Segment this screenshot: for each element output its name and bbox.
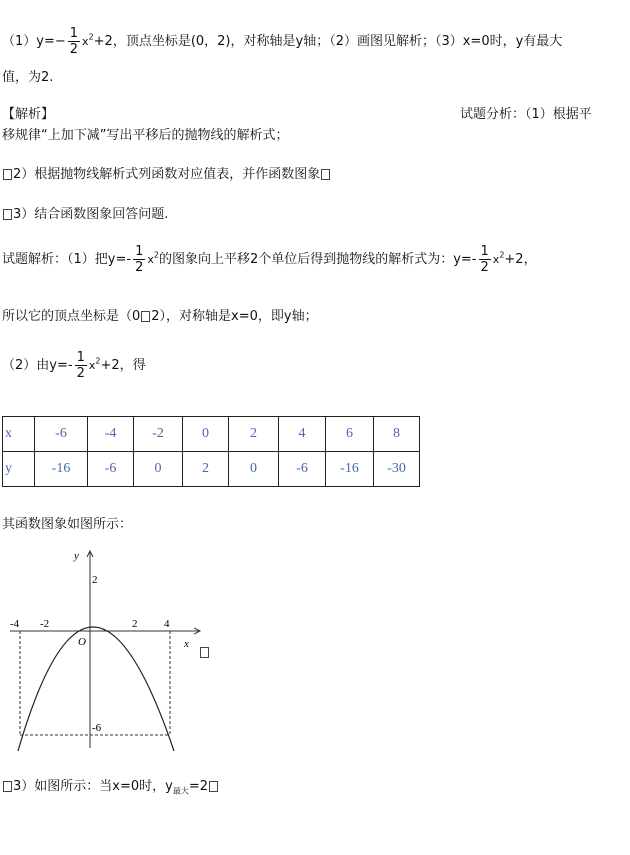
part2-line [2, 350, 146, 381]
fraction-half [68, 26, 80, 57]
fraction-numerator: 1 [76, 350, 85, 365]
missing-glyph-icon [321, 169, 330, 180]
table-cell: 2 [183, 452, 229, 487]
table-cell: -6 [279, 452, 326, 487]
fraction-half [133, 244, 145, 275]
table-cell: y [3, 452, 35, 487]
superscript-2: 2 [153, 250, 159, 260]
table-cell: -30 [374, 452, 420, 487]
answer-rest: +2，顶点坐标是(0，2)，对称轴是y轴；（2）画图见解析；（3）x=0时，y有最大 [93, 34, 563, 49]
fraction-numerator: 1 [135, 244, 144, 259]
fraction-half [479, 244, 491, 275]
table-cell: -2 [134, 417, 183, 452]
answer-sign: − [54, 34, 66, 49]
missing-glyph-icon [200, 647, 209, 658]
tick-label: -2 [40, 618, 50, 630]
missing-glyph-icon [141, 311, 150, 322]
table-cell: -6 [35, 417, 88, 452]
solution-mid: 的图象向上平移2个单位后得到抛物线的解析式为：y=- [158, 252, 477, 267]
solution-line-1 [2, 244, 537, 275]
parabola-graph [8, 543, 218, 758]
step-2 [2, 163, 331, 182]
answer-x: x [82, 35, 89, 48]
graph-caption: 其函数图象如图所示： [2, 517, 133, 532]
missing-glyph-icon [209, 781, 218, 792]
step-2-text: 2）根据抛物线解析式列函数对应值表，并作函数图象 [13, 167, 321, 182]
table-cell: -16 [35, 452, 88, 487]
solution-x-2: x [492, 253, 500, 266]
fraction-half [75, 350, 87, 381]
table-cell: 4 [279, 417, 326, 452]
vertex-text-b: 2），对称轴是x=0，即y轴； [151, 309, 318, 324]
y-axis-label: y [74, 550, 79, 562]
missing-glyph-icon [3, 781, 12, 792]
conclusion-line [2, 775, 219, 797]
tick-label: 2 [132, 618, 138, 630]
table-cell: -6 [88, 452, 134, 487]
value-table [2, 416, 420, 487]
fraction-denominator: 2 [69, 42, 79, 57]
vertex-line [2, 305, 318, 324]
table-row [3, 452, 420, 487]
section-title: 【解析】 [2, 107, 55, 122]
fraction-numerator: 1 [480, 244, 489, 259]
answer-prefix: （1）y= [2, 34, 55, 49]
x-axis-label: x [184, 638, 189, 650]
table-cell: 0 [134, 452, 183, 487]
fraction-denominator: 2 [135, 260, 144, 275]
table-cell: -16 [326, 452, 374, 487]
conclusion-tail: =2 [188, 779, 208, 794]
table-cell: 8 [374, 417, 420, 452]
solution-x: x [147, 253, 154, 266]
superscript-2: 2 [88, 32, 94, 42]
fraction-denominator: 2 [76, 366, 85, 381]
superscript-2: 2 [499, 250, 505, 260]
step-3 [2, 203, 168, 222]
vertex-text-a: 所以它的顶点坐标是（0 [2, 309, 141, 324]
solution-lead: 试题解析：（1）把y=- [2, 252, 132, 267]
table-cell: x [3, 417, 35, 452]
analysis-lead: 试题分析：（1）根据平 [460, 107, 592, 122]
origin-label: O [78, 636, 86, 648]
tick-label: 4 [164, 618, 170, 630]
table-cell: 0 [183, 417, 229, 452]
table-row [3, 417, 420, 452]
superscript-2: 2 [95, 356, 101, 366]
answer-line-2: 值，为2. [2, 70, 54, 85]
tick-label: -6 [92, 722, 102, 734]
answer-line-1 [2, 26, 562, 57]
tick-label: -4 [10, 618, 20, 630]
part2-x: x [88, 359, 96, 372]
table-cell: 2 [229, 417, 279, 452]
missing-glyph-icon [3, 209, 12, 220]
part2-tail: +2，得 [100, 358, 146, 373]
fraction-numerator: 1 [69, 26, 79, 41]
table-cell: 6 [326, 417, 374, 452]
solution-tail: +2， [504, 252, 537, 267]
fraction-denominator: 2 [480, 260, 489, 275]
tick-label: 2 [92, 574, 98, 586]
conclusion-lead: 3）如图所示：当x=0时，y [13, 779, 173, 794]
part2-lead: （2）由y=- [2, 358, 73, 373]
missing-glyph-icon [3, 169, 12, 180]
subscript-max: 最大 [172, 786, 189, 796]
table-cell: 0 [229, 452, 279, 487]
step-3-text: 3）结合函数图象回答问题. [13, 207, 169, 222]
analysis-continuation: 移规律“上加下减”写出平移后的抛物线的解析式； [2, 128, 289, 143]
table-cell: -4 [88, 417, 134, 452]
